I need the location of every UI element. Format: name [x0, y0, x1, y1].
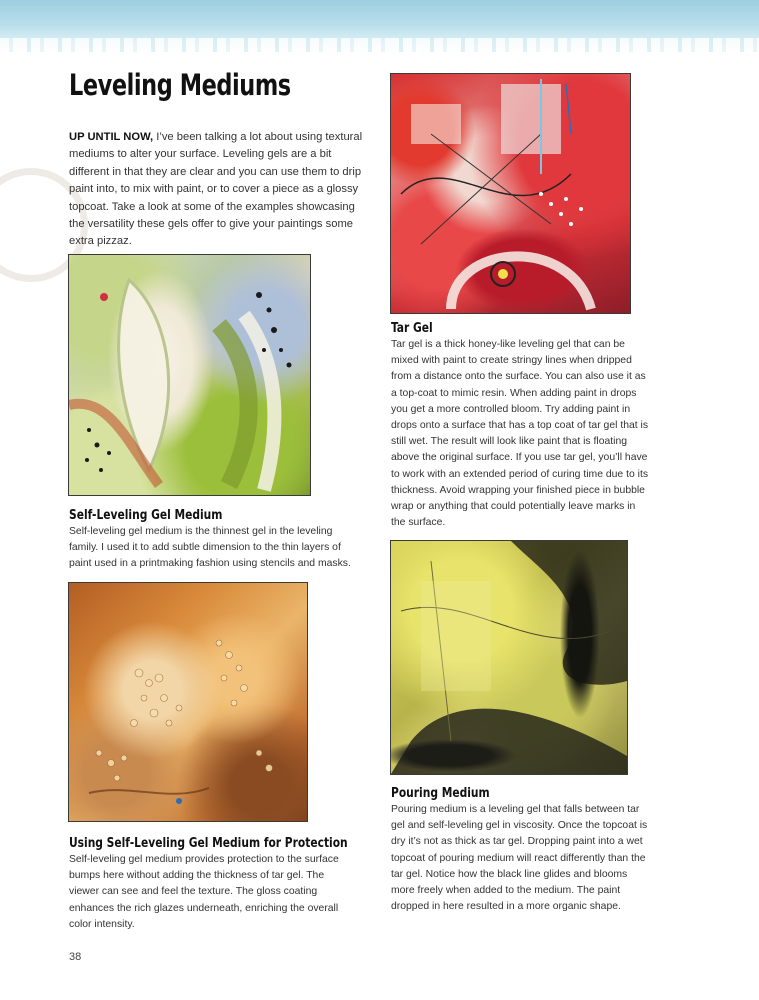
- artwork-tar-gel-overlay: [391, 74, 630, 313]
- page-number: 38: [69, 951, 82, 963]
- artwork-protection: [69, 583, 307, 821]
- protection-heading: Using Self-Leveling Gel Medium for Protection: [69, 835, 348, 851]
- intro-lead: UP UNTIL NOW,: [69, 131, 154, 143]
- artwork-pouring-overlay: [391, 541, 627, 774]
- self-leveling-body: Self-leveling gel medium is the thinnest gel in the leveling family. I used it to add subtle dimension to the thin layers of paint used in a printmaking fashion using stencils and masks.: [69, 526, 351, 570]
- page-title: Leveling Mediums: [69, 68, 291, 102]
- artwork-protection-overlay: [69, 583, 307, 821]
- pouring-medium-body: Pouring medium is a leveling gel that falls between tar gel and self-leveling gel in viscosity. Once the topcoat is dry it’s not as thick as tar gel. Dropping paint into a wet topcoat of pouring medium will react differently than the tar gel. Notice how the black line glides and blooms more freely when added to the medium. The paint dropped in here resulted in a more organic shape.: [391, 804, 648, 913]
- artwork-self-leveling-overlay: [69, 255, 310, 495]
- painted-header-band: [0, 0, 759, 52]
- pouring-medium-heading: Pouring Medium: [391, 785, 490, 801]
- tar-gel-body: Tar gel is a thick honey-like leveling gel that can be mixed with paint to create stringy lines when dripped from a distance onto the surface. You can also use it as a top-coat to mimic resin. When adding paint in drops you get a more controlled bloom. Try adding paint in drops onto a surface that has a top coat of tar gel that is still wet. The result will look like paint that is floating above the original surface. If you use tar gel, you’ll have to work with an extended period of curing time due to its thickness. Avoid wrapping your finished piece in bubble wrap or anything that could potentially leave marks in the surface.: [391, 339, 649, 529]
- self-leveling-heading: Self-Leveling Gel Medium: [69, 507, 223, 523]
- artwork-tar-gel: [391, 74, 630, 313]
- intro-body: I’ve been talking a lot about using textural mediums to alter your surface. Leveling gels are a bit different in that they are clear and you can use them to drip paint into, to mix with paint, or to cover a piece as a glossy topcoat. Take a look at some of the examples showcasing the versatility these gels offer to give your paintings some extra pizzaz.: [69, 131, 363, 248]
- artwork-self-leveling-gel: [69, 255, 310, 495]
- tar-gel-heading: Tar Gel: [391, 320, 433, 336]
- intro-paragraph: [69, 129, 369, 251]
- artwork-pouring-medium: [391, 541, 627, 774]
- protection-body: Self-leveling gel medium provides protection to the surface bumps here without adding the thickness of tar gel. The viewer can see and feel the texture. The gloss coating enhances the rich glazes underneath, enriching the overall color intensity.: [69, 854, 339, 930]
